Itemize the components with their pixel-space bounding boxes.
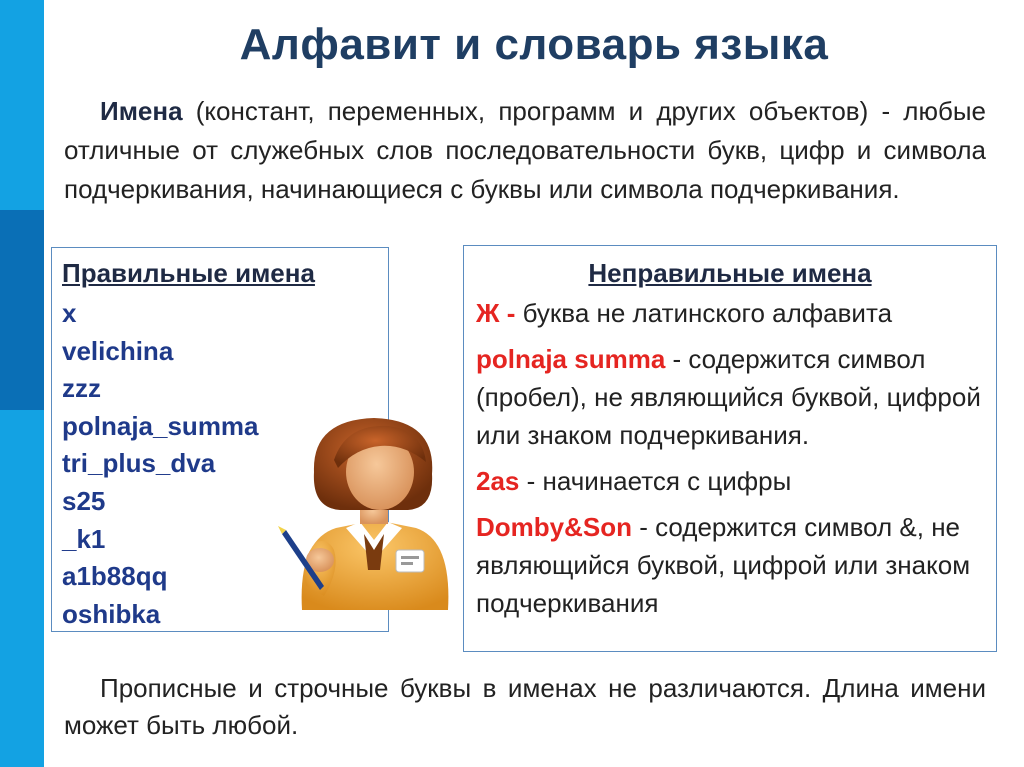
intro-term: Имена [100, 96, 183, 126]
incorrect-entry [476, 340, 988, 454]
list-item: a1b88qq [62, 561, 168, 592]
entry-text: буква не латинского алфавита [515, 298, 893, 328]
student-writing-icon [276, 410, 466, 615]
incorrect-entry [476, 508, 988, 622]
sidebar-segment-bottom [0, 410, 44, 767]
list-item: zzz [62, 373, 101, 404]
entry-key: Domby&Son [476, 512, 632, 542]
entry-text: - начинается с цифры [519, 466, 792, 496]
list-item: _k1 [62, 523, 106, 554]
entry-text: - содержится символ &, не являющийся буквой, цифрой или знаком подчеркивания [476, 512, 971, 618]
intro-text: (констант, переменных, программ и других объектов) - любые отличные от служебных слов последовательности букв, цифр и символа подчеркивания, начинающиеся с буквы или символа подчеркивания. [64, 96, 986, 204]
incorrect-entry [476, 462, 988, 500]
incorrect-entry [476, 294, 988, 332]
list-item: s25 [62, 485, 106, 516]
incorrect-names-list [476, 294, 988, 630]
sidebar-segment-top [0, 0, 44, 210]
slide-title: Алфавит и словарь языка [239, 20, 829, 69]
incorrect-names-box [463, 245, 997, 652]
list-item: x [62, 298, 77, 328]
entry-key: polnaja summa [476, 344, 666, 374]
sidebar-stripe [0, 0, 44, 767]
sidebar-segment-middle [0, 210, 44, 410]
list-item: tri_plus_dva [62, 448, 216, 479]
incorrect-names-heading: Неправильные имена [588, 258, 872, 288]
list-item: polnaja_summa [62, 410, 259, 441]
correct-names-list [62, 295, 259, 633]
footer-paragraph: Прописные и строчные буквы в именах не различаются. Длина имени может быть любой. [64, 673, 986, 740]
entry-key: Ж - [476, 298, 516, 328]
entry-key: 2as [476, 466, 520, 496]
correct-names-heading: Правильные имена [62, 258, 315, 288]
entry-text: - содержится символ (пробел), не являющийся буквой, цифрой или знаком подчеркивания. [476, 344, 981, 450]
list-item: oshibka [62, 598, 161, 629]
intro-paragraph [64, 92, 986, 209]
list-item: velichina [62, 335, 174, 366]
